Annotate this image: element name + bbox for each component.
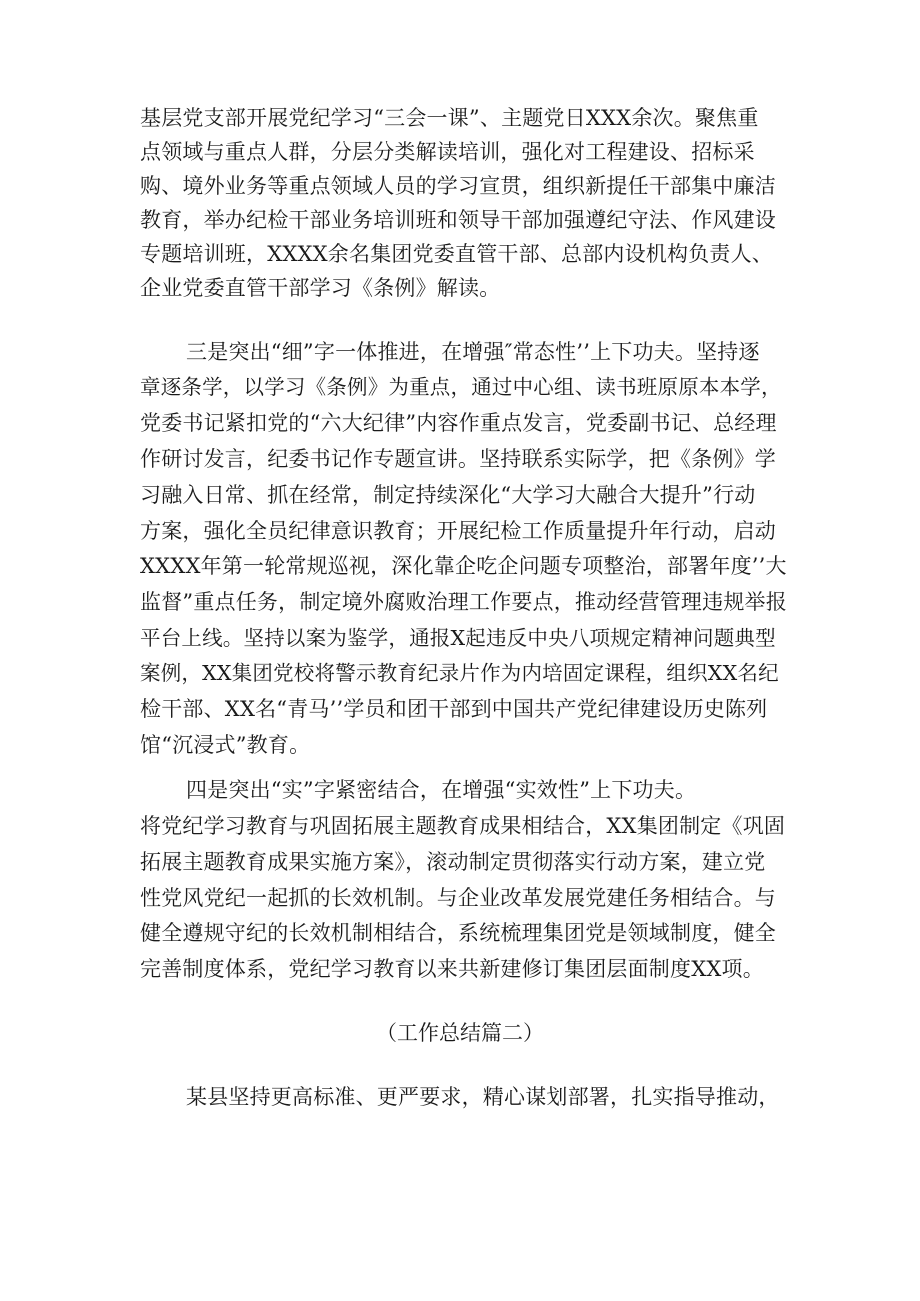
text-line: XXXX年第一轮常规巡视，深化靠企吃企问题专项整治，部署年度’’大 xyxy=(140,554,787,578)
text-line: 方案，强化全员纪律意识教育；开展纪检工作质量提升年行动，启动 xyxy=(140,519,776,543)
text-line: 四是突出“实”字紧密结合，在增强“实效性”上下功夫。 xyxy=(186,778,697,802)
text-line: 章逐条学，以学习《条例》为重点，通过中心组、读书班原原本本学， xyxy=(140,375,782,399)
text-line: 性党风党纪一起抓的长效机制。与企业改革发展党建任务相结合。与 xyxy=(140,886,776,910)
text-line: 教育，举办纪检干部业务培训班和领导干部加强遵纪守法、作风建设 xyxy=(140,208,776,232)
text-line: 作研讨发言，纪委书记作专题宣讲。坚持联系实际学，把《条例》学 xyxy=(140,447,776,471)
text-line: 习融入日常、抓在经常，制定持续深化“大学习大融合大提升”行动 xyxy=(140,483,756,507)
text-line: 平台上线。坚持以案为鉴学，通报X起违反中央八项规定精神问题典型 xyxy=(140,626,776,650)
text-line: 党委书记紧扣党的“六大纪律”内容作重点发言，党委副书记、总经理 xyxy=(140,411,777,435)
text-line: 购、境外业务等重点领域人员的学习宣贯，组织新提任干部集中廉洁 xyxy=(140,174,776,198)
text-line: 三是突出“细”字一体推进，在增强″常态性’’上下功夫。坚持逐 xyxy=(186,340,760,364)
text-line: 检干部、XX名“青马’’学员和团干部到中国共产党纪律建设历史陈列 xyxy=(140,697,768,721)
text-line: 企业党委直管干部学习《条例》解读。 xyxy=(140,276,501,300)
text-line: 完善制度体系，党纪学习教育以来共新建修订集团层面制度XX项。 xyxy=(140,957,764,981)
text-line: 拓展主题教育成果实施方案》，滚动制定贯彻落实行动方案，建立党 xyxy=(140,850,766,874)
text-line: 监督”重点任务，制定境外腐败治理工作要点，推动经营管理违规举报 xyxy=(140,590,787,614)
text-line: 馆“沉浸式”教育。 xyxy=(140,733,311,757)
text-line: 案例，XX集团党校将警示教育纪录片作为内培固定课程，组织XX名纪 xyxy=(140,661,779,685)
text-line: 基层党支部开展党纪学习“三会一课”、主题党日XXX余次。聚焦重 xyxy=(140,106,759,130)
section-heading: （工作总结篇二） xyxy=(376,1021,544,1045)
text-line: 将党纪学习教育与巩固拓展主题教育成果相结合，XX集团制定《巩固 xyxy=(140,814,786,838)
text-line: 某县坚持更高标准、更严要求，精心谋划部署，扎实指导推动， xyxy=(186,1085,780,1109)
text-line: 专题培训班，XXXX余名集团党委直管干部、总部内设机构负责人、 xyxy=(140,242,773,266)
text-line: 点领域与重点人群，分层分类解读培训，强化对工程建设、招标采 xyxy=(140,140,755,164)
text-line: 健全遵规守纪的长效机制相结合，系统梳理集团党是领域制度，健全 xyxy=(140,921,776,945)
